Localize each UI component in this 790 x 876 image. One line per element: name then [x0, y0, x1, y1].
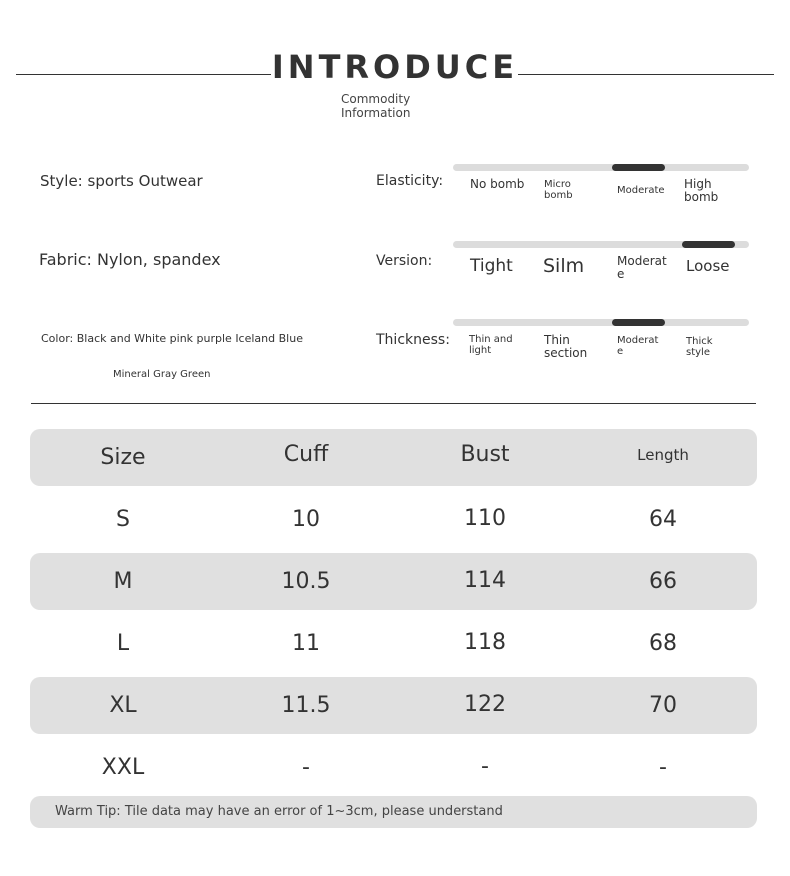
cuff-cell: 11.5 [281, 693, 331, 718]
elasticity-track [453, 164, 749, 171]
table-row [30, 739, 757, 796]
elasticity-option-moderate: Moderate [617, 185, 665, 196]
thickness-option-moderate: Moderate [617, 335, 659, 357]
bust-cell: 122 [464, 692, 506, 717]
bust-cell: 110 [464, 506, 506, 531]
elasticity-option-no-bomb: No bomb [470, 177, 525, 191]
section-divider [31, 403, 756, 404]
table-row [30, 491, 757, 548]
thickness-option-thick-style: Thick style [686, 336, 713, 358]
table-row [30, 677, 757, 734]
cuff-cell: 11 [292, 631, 320, 656]
table-header-row [30, 429, 757, 486]
header-cuff: Cuff [283, 442, 329, 467]
subtitle-line-2: Information [341, 106, 411, 120]
thickness-label: Thickness: [376, 332, 450, 348]
thickness-option-thin-and-light: Thin and light [469, 334, 513, 356]
table-row [30, 615, 757, 672]
page-title: INTRODUCE [271, 48, 519, 86]
length-cell: 70 [649, 693, 677, 718]
version-track [453, 241, 749, 248]
bust-cell: 114 [464, 568, 506, 593]
version-option-silm: Silm [543, 255, 585, 277]
elasticity-label: Elasticity: [376, 173, 444, 189]
header-length: Length [637, 446, 689, 464]
elasticity-option-micro-bomb: Micro bomb [544, 179, 573, 201]
style-attribute: Style: sports Outwear [40, 172, 203, 190]
page-subtitle [341, 92, 410, 120]
size-cell: XL [109, 693, 137, 718]
version-option-loose: Loose [686, 257, 730, 275]
thickness-track [453, 319, 749, 326]
size-cell: M [113, 569, 133, 594]
version-label: Version: [376, 253, 433, 269]
version-indicator [682, 241, 735, 248]
elasticity-indicator [612, 164, 665, 171]
warm-tip: Warm Tip: Tile data may have an error of 1~3cm, please understand [30, 796, 757, 828]
length-cell: - [659, 755, 667, 780]
size-cell: L [116, 631, 130, 656]
size-cell: XXL [101, 755, 145, 780]
thickness-indicator [612, 319, 665, 326]
version-option-tight: Tight [470, 256, 513, 276]
color-attribute-continued: Mineral Gray Green [113, 369, 211, 380]
version-option-moderate: Moderate [617, 254, 667, 282]
header-bust: Bust [460, 442, 510, 467]
cuff-cell: 10.5 [281, 569, 331, 594]
length-cell: 66 [649, 569, 677, 594]
cuff-cell: 10 [292, 507, 320, 532]
elasticity-option-high-bomb: High bomb [684, 177, 719, 205]
header-divider-right [518, 74, 774, 75]
bust-cell: 118 [464, 630, 506, 655]
fabric-attribute: Fabric: Nylon, spandex [39, 250, 221, 269]
bust-cell: - [481, 754, 489, 779]
cuff-cell: - [302, 755, 310, 780]
subtitle-line-1: Commodity [341, 92, 411, 106]
size-cell: S [116, 507, 130, 532]
table-row [30, 553, 757, 610]
header-size: Size [100, 445, 146, 470]
header-divider-left [16, 74, 271, 75]
length-cell: 68 [649, 631, 677, 656]
color-attribute: Color: Black and White pink purple Iceland Blue [41, 332, 303, 345]
thickness-option-thin-section: Thin section [544, 333, 588, 361]
length-cell: 64 [649, 507, 677, 532]
